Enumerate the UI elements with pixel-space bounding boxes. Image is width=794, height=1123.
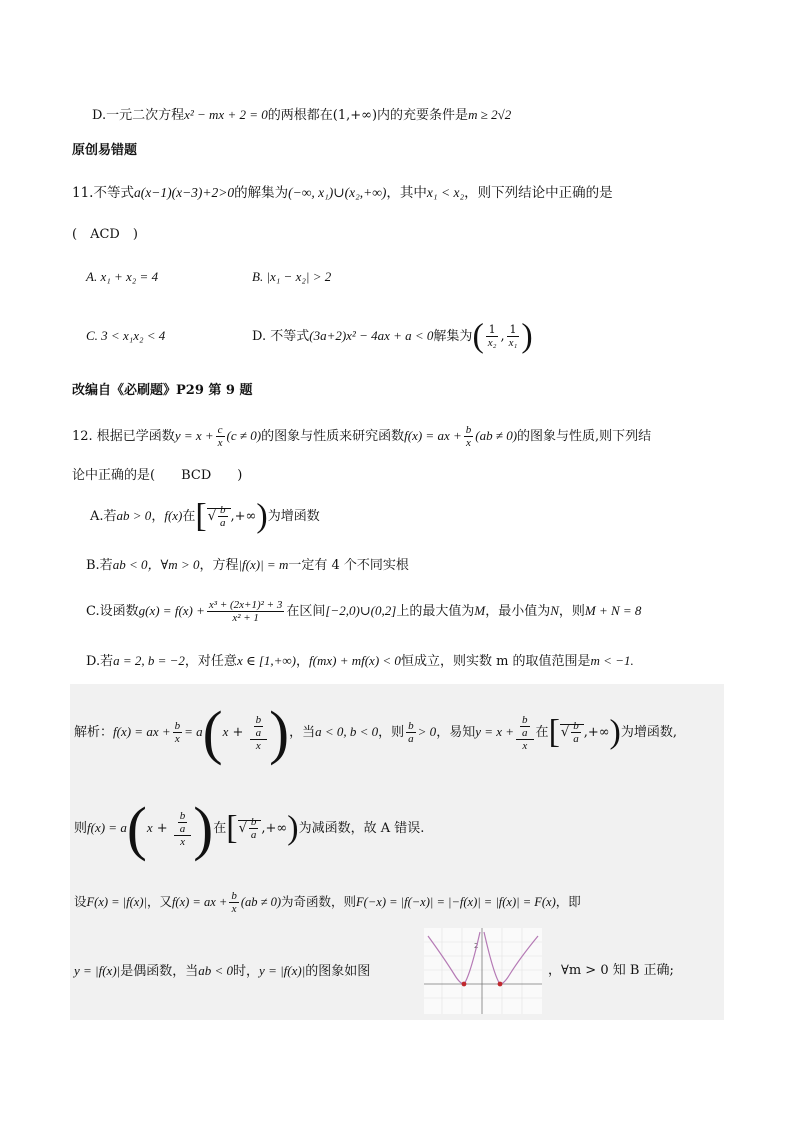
num: 1 xyxy=(507,324,520,337)
den: x xyxy=(217,437,223,449)
left-branch xyxy=(428,932,480,984)
text: 解集为 xyxy=(433,329,473,344)
text: D.一元二次方程 xyxy=(92,108,185,123)
num: b xyxy=(220,504,226,516)
math: m ≥ 2√2 xyxy=(468,107,512,122)
den: x xyxy=(466,437,471,449)
den: x xyxy=(231,903,237,915)
q12-option-c xyxy=(86,596,641,627)
q11-option-c: C. 3 < x₁x₂ < 4 xyxy=(86,328,166,343)
math: a(x−1)(x−3)+2>0 xyxy=(133,185,235,200)
math: (−∞, x₁)∪(x₂,+∞) xyxy=(288,185,387,200)
q12-stem xyxy=(72,424,651,449)
fraction xyxy=(207,599,284,624)
math: F(x) = |f(x)| xyxy=(86,895,147,909)
num: b xyxy=(255,713,262,726)
num: b xyxy=(231,890,237,902)
solution-line-1: 解析：f(x) = ax + $\frac{b}{x}$ = a(x + $\frac{\frac{b}{a}}{x}$ )，当a < 0, b < 0，则 $\frac{b}{a}$ > 0，易知y = x + $\frac{\frac{b}{a}}{x}$ 在[√ $\frac{b}{a}$ ,+∞)为增函数, xyxy=(74,699,678,766)
text: 的图象与性质,则下列结 xyxy=(517,429,652,444)
text: A.若 xyxy=(90,509,117,524)
text: 11.不等式 xyxy=(72,185,134,201)
math: f(x) = ax + xyxy=(171,895,228,909)
num: b xyxy=(408,720,414,732)
text: D.若 xyxy=(86,654,114,669)
solution-line-3 xyxy=(74,890,581,915)
math: x xyxy=(222,724,229,739)
q11-option-a: A. x₁ + x₂ = 4 xyxy=(86,269,159,284)
sqrt: √ $\frac{b}{a}$ xyxy=(238,820,262,836)
section-heading: 改编自《必刷题》P29 第 9 题 xyxy=(72,383,253,398)
root-point xyxy=(498,982,503,987)
text: 一定有 4 个不同实根 xyxy=(288,558,409,573)
num: c xyxy=(217,424,223,436)
num: b xyxy=(522,713,528,726)
math: ,+∞ xyxy=(230,509,257,524)
math: = a xyxy=(184,724,203,739)
bracket: [ xyxy=(195,497,207,535)
paren: ) xyxy=(256,497,268,535)
fraction xyxy=(464,424,474,449)
solution-line-4b: ，∀m > 0 知 B 正确; xyxy=(548,963,674,978)
q12-option-b xyxy=(86,556,409,575)
math: a = 2, b = −2 xyxy=(113,653,185,668)
math: y = x + xyxy=(174,428,214,443)
den: x xyxy=(180,835,185,848)
math: (1,+∞) xyxy=(332,108,378,123)
den: a xyxy=(255,726,262,739)
math: (3a+2)x² − 4ax + a < 0 xyxy=(309,328,434,343)
fraction xyxy=(571,720,581,745)
axis-tick-label: 2 xyxy=(474,942,479,950)
den: x xyxy=(255,739,261,752)
q11-stem xyxy=(72,184,613,202)
text: 为增函数, xyxy=(620,725,678,740)
fraction xyxy=(520,714,530,739)
text: 在 xyxy=(213,821,227,836)
num: b xyxy=(465,424,472,436)
math: m < −1. xyxy=(590,653,634,668)
text: 为减函数，故 A 错误. xyxy=(298,821,425,836)
q11-answer: ( ACD ) xyxy=(72,227,138,242)
den: a xyxy=(522,726,528,739)
text: ，对任意 xyxy=(184,654,237,669)
text: 则 xyxy=(74,821,88,836)
paren: ) xyxy=(269,699,290,766)
text: C.设函数 xyxy=(86,604,139,619)
text: 解析： xyxy=(74,725,114,740)
text: ，最小值为 xyxy=(485,604,551,619)
q12-option-d xyxy=(86,652,634,671)
text: ， xyxy=(296,654,310,669)
bracket: [ xyxy=(548,713,560,751)
q12-option-a xyxy=(90,498,320,535)
text: ，又 xyxy=(146,894,172,909)
paren: ( xyxy=(202,699,223,766)
fraction xyxy=(507,324,520,349)
section-heading: 原创易错题 xyxy=(72,143,138,158)
math: x xyxy=(146,820,153,835)
text: 为奇函数，则 xyxy=(281,894,357,909)
bracket: [ xyxy=(226,809,238,847)
fraction xyxy=(174,810,192,848)
text: 的解集为 xyxy=(234,185,289,201)
math: ab < 0 xyxy=(198,963,234,978)
text: 时， xyxy=(233,964,260,979)
fraction xyxy=(173,720,183,745)
text: 设 xyxy=(74,894,87,909)
text: D. 不等式 xyxy=(252,329,310,344)
text: ，则下列结论中正确的是 xyxy=(464,185,613,201)
den: a xyxy=(179,822,186,835)
num xyxy=(250,714,268,740)
paren: ) xyxy=(521,317,533,355)
paren: ) xyxy=(193,795,214,862)
math: f(x) xyxy=(164,508,183,523)
text: ， xyxy=(151,509,165,524)
math: (ab ≠ 0) xyxy=(475,428,518,443)
paren: ( xyxy=(126,795,147,862)
text: ，方程 xyxy=(199,558,239,573)
fraction xyxy=(178,810,188,835)
text: ，其中 xyxy=(386,185,427,201)
math: y = |f(x)| xyxy=(259,963,306,978)
math: x ∈ [1,+∞) xyxy=(236,653,297,668)
fraction xyxy=(249,816,259,841)
right-branch xyxy=(484,932,538,984)
text: 12. 根据已学函数 xyxy=(72,429,175,444)
num xyxy=(516,714,534,740)
math: ,+∞ xyxy=(261,821,288,836)
fraction xyxy=(216,424,225,449)
den: a xyxy=(220,517,226,529)
num: x³ + (2x+1)² + 3 xyxy=(208,599,283,611)
paren: ) xyxy=(287,809,299,847)
text: 在 xyxy=(182,509,196,524)
math: |f(x)| = m xyxy=(238,557,289,572)
text: ，即 xyxy=(555,894,581,909)
den: a xyxy=(573,733,579,745)
math: ab > 0 xyxy=(116,508,152,523)
fraction xyxy=(254,714,264,739)
num: 1 xyxy=(486,324,499,337)
den: x xyxy=(522,739,528,752)
text: 为增函数 xyxy=(267,509,320,524)
sqrt: √ $\frac{b}{a}$ xyxy=(560,724,584,740)
text: 的两根都在 xyxy=(267,108,333,123)
math: x₁ < x₂ xyxy=(426,185,465,200)
math: x² − mx + 2 = 0 xyxy=(184,107,268,122)
q10-option-d xyxy=(92,106,511,125)
fraction xyxy=(229,890,239,915)
text: 是偶函数，当 xyxy=(120,964,199,979)
den: x² + 1 xyxy=(232,612,259,624)
num xyxy=(174,810,192,836)
math: M + N = 8 xyxy=(584,603,642,618)
math: f(mx) + mf(x) < 0 xyxy=(309,653,401,668)
den: a xyxy=(408,733,414,745)
math: g(x) = f(x) + xyxy=(138,603,205,618)
math: N xyxy=(550,603,559,618)
paren: ) xyxy=(609,713,621,751)
fraction xyxy=(516,714,534,752)
text: ，则 xyxy=(558,604,585,619)
num: b xyxy=(179,809,186,822)
text: 恒成立，则实数 m 的取值范围是 xyxy=(400,654,591,669)
den: x xyxy=(174,733,180,745)
fraction xyxy=(218,504,228,529)
sqrt: √ $\frac{b}{a}$ xyxy=(207,508,231,524)
num: b xyxy=(174,720,181,732)
math: F(−x) = |f(−x)| = |−f(x)| = |f(x)| = F(x) xyxy=(356,895,556,909)
math: f(x) = ax + xyxy=(404,428,462,443)
grid xyxy=(424,928,542,1014)
text: ，当 xyxy=(289,725,316,740)
math: M xyxy=(474,603,486,618)
math: (c ≠ 0) xyxy=(226,428,262,443)
paren: ( xyxy=(472,317,484,355)
math: a < 0, b < 0 xyxy=(315,724,379,739)
math: f(x) = a xyxy=(87,820,127,835)
math: f(x) = ax + xyxy=(113,724,171,739)
text: 上的最大值为 xyxy=(396,604,475,619)
fraction xyxy=(406,720,416,745)
text: B.若 xyxy=(86,558,113,573)
solution-line-2: 则f(x) = a(x + $\frac{\frac{b}{a}}{x}$ )在[√ $\frac{b}{a}$ ,+∞)为减函数，故 A 错误. xyxy=(74,795,425,862)
solution-line-4a xyxy=(74,962,370,981)
q11-option-d xyxy=(252,318,533,355)
den: x₂ xyxy=(487,337,497,349)
graph-svg xyxy=(424,928,542,1014)
math: y = x + xyxy=(475,724,515,739)
fraction xyxy=(486,324,499,349)
math: > 0 xyxy=(417,724,437,739)
num: b xyxy=(250,816,257,828)
math: (ab ≠ 0) xyxy=(240,895,282,909)
text: 的图象与性质来研究函数 xyxy=(261,429,405,444)
text: 内的充要条件是 xyxy=(377,108,469,123)
q11-option-b: B. |x₁ − x₂| > 2 xyxy=(252,269,332,284)
den: a xyxy=(250,829,257,841)
abs-f-graph xyxy=(424,928,542,1014)
math: ,+∞ xyxy=(583,725,610,740)
text: ，则 xyxy=(378,725,405,740)
comma: , xyxy=(500,329,505,344)
math: ab < 0，∀m > 0 xyxy=(112,557,200,572)
text: 在区间 xyxy=(286,604,326,619)
text: 的图象如图 xyxy=(305,964,371,979)
math: y = |f(x)| xyxy=(74,963,121,978)
math: [−2,0)∪(0,2] xyxy=(325,603,397,618)
q12-answer: 论中正确的是( BCD ) xyxy=(72,468,243,483)
fraction xyxy=(250,714,268,752)
text: 在 xyxy=(535,725,549,740)
root-point xyxy=(462,982,467,987)
den: x₁ xyxy=(508,337,518,349)
num: b xyxy=(573,720,579,732)
text: ，易知 xyxy=(436,725,476,740)
